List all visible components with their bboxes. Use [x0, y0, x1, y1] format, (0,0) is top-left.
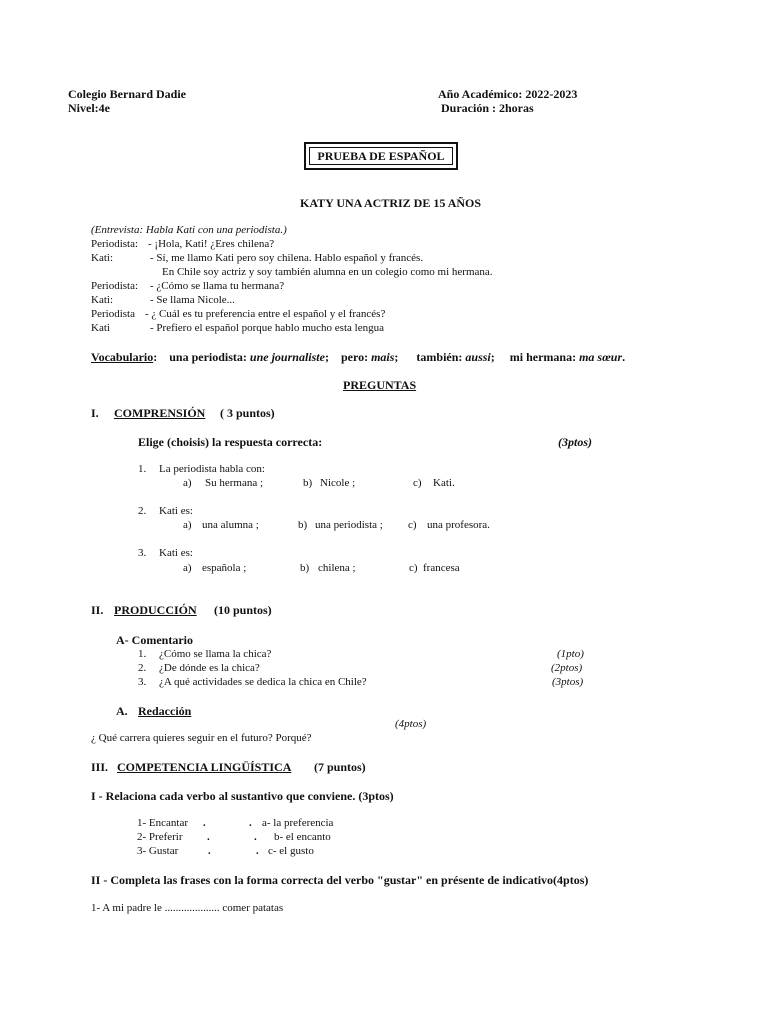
- dialogue-line: En Chile soy actriz y soy también alumna en un colegio como mi hermana.: [162, 266, 493, 278]
- option-letter: c): [409, 562, 418, 574]
- speaker: Periodista:: [91, 280, 139, 292]
- option-letter: b): [300, 562, 310, 574]
- interview-intro: (Entrevista: Habla Kati con una periodista.): [91, 224, 287, 236]
- exam-title: PRUEBA DE ESPAÑOL: [309, 147, 453, 165]
- section-title: PRODUCCIÓN: [114, 603, 197, 617]
- option-text: Su hermana ;: [205, 477, 264, 489]
- vocabulary-label: Vocabulario: [91, 350, 154, 364]
- match-right: c- el gusto: [268, 845, 314, 857]
- match-dot: .: [208, 845, 211, 857]
- academic-year: Año Académico: 2022-2023: [438, 87, 578, 101]
- speaker: Kati:: [91, 294, 113, 306]
- part-title: I - Relaciona cada verbo al sustantivo que conviene. (3ptos): [91, 789, 394, 803]
- dialogue-line: - ¿Cómo se llama tu hermana?: [150, 280, 285, 292]
- vocab-es: mi hermana:: [509, 350, 577, 364]
- dialogue-line: - Sí, me llamo Kati pero soy chilena. Hablo español y francés.: [150, 252, 424, 264]
- dialogue-line: - ¡Hola, Kati! ¿Eres chilena?: [148, 238, 275, 250]
- redaccion-question: ¿ Qué carrera quieres seguir en el futuro? Porqué?: [91, 732, 312, 744]
- question-text: Kati es:: [159, 547, 193, 559]
- vocab-es: también:: [416, 350, 463, 364]
- option-letter: a): [183, 519, 192, 531]
- option-letter: b): [303, 477, 313, 489]
- question-points: (1pto): [557, 648, 584, 660]
- section-points: (7 puntos): [314, 760, 366, 774]
- subsection-title: A- Comentario: [116, 633, 193, 647]
- option-letter: c): [408, 519, 417, 531]
- match-right: b- el encanto: [274, 831, 331, 843]
- duration: Duración : 2horas: [441, 101, 534, 115]
- vocab-fr: aussi: [465, 350, 491, 364]
- question-text: Kati es:: [159, 505, 193, 517]
- option-text: una alumna ;: [202, 519, 259, 531]
- vocab-es: pero:: [340, 350, 369, 364]
- question-text: ¿A qué actividades se dedica la chica en Chile?: [159, 676, 367, 688]
- match-dot: .: [256, 845, 259, 857]
- reading-title: KATY UNA ACTRIZ DE 15 AÑOS: [300, 196, 482, 210]
- option-text: francesa: [423, 562, 460, 574]
- instruction: Elige (choisis) la respuesta correcta:: [138, 435, 323, 449]
- question-number: 3.: [138, 676, 147, 688]
- match-dot: .: [207, 831, 210, 843]
- match-dot: .: [203, 817, 206, 829]
- option-text: Nicole ;: [320, 477, 356, 489]
- section-points: (10 puntos): [214, 603, 272, 617]
- question-points: (2ptos): [551, 662, 583, 674]
- section-number: I.: [91, 406, 99, 420]
- vocab-sep: ;: [394, 350, 399, 364]
- option-letter: a): [183, 477, 192, 489]
- speaker: Kati:: [91, 252, 113, 264]
- question-number: 2.: [138, 505, 147, 517]
- question-points: (3ptos): [552, 676, 584, 688]
- question-number: 2.: [138, 662, 147, 674]
- questions-heading: PREGUNTAS: [343, 378, 417, 392]
- option-letter: a): [183, 562, 192, 574]
- section-number: II.: [91, 603, 104, 617]
- option-text: Kati.: [433, 477, 455, 489]
- section-title: COMPRENSIÓN: [114, 406, 206, 420]
- vocab-sep: ;: [490, 350, 495, 364]
- question-number: 1.: [138, 648, 147, 660]
- option-text: una profesora.: [427, 519, 490, 531]
- option-text: una periodista ;: [315, 519, 383, 531]
- subsection-number: A.: [116, 704, 128, 718]
- subsection-title: Redacción: [138, 704, 192, 718]
- instruction-points: (3ptos): [558, 435, 592, 449]
- match-left: 3- Gustar: [137, 845, 179, 857]
- vocab-fr: ma sœur: [579, 350, 623, 364]
- question-number: 3.: [138, 547, 147, 559]
- section-number: III.: [91, 760, 109, 774]
- school-name: Colegio Bernard Dadie: [68, 87, 186, 101]
- match-dot: .: [249, 817, 252, 829]
- level: Nivel:4e: [68, 101, 110, 115]
- vocab-sep: .: [622, 350, 626, 364]
- vocab-es: una periodista:: [169, 350, 247, 364]
- redaccion-points: (4ptos): [395, 718, 427, 730]
- match-dot: .: [254, 831, 257, 843]
- part-title: II - Completa las frases con la forma correcta del verbo "gustar" en présente de indicativo(4ptos): [91, 873, 589, 887]
- vocab-fr: une journaliste: [249, 350, 325, 364]
- vocabulary-line: Vocabulario: una periodista: une journaliste; pero: mais; también: aussi; mi hermana: ma sœur.: [91, 350, 626, 364]
- match-left: 1- Encantar: [137, 817, 188, 829]
- question-text: ¿Cómo se llama la chica?: [159, 648, 272, 660]
- speaker: Kati: [91, 322, 110, 334]
- dialogue-line: - Se llama Nicole...: [150, 294, 235, 306]
- question-text: ¿De dónde es la chica?: [159, 662, 260, 674]
- section-points: ( 3 puntos): [220, 406, 275, 420]
- speaker: Periodista:: [91, 238, 139, 250]
- speaker: Periodista: [91, 308, 135, 320]
- option-letter: b): [298, 519, 308, 531]
- option-text: chilena ;: [318, 562, 356, 574]
- vocab-sep: ;: [324, 350, 329, 364]
- vocab-fr: mais: [371, 350, 395, 364]
- question-number: 1.: [138, 463, 147, 475]
- dialogue-line: - Prefiero el español porque hablo mucho esta lengua: [150, 322, 384, 334]
- dialogue-line: - ¿ Cuál es tu preferencia entre el español y el francés?: [145, 308, 386, 320]
- option-text: española ;: [202, 562, 247, 574]
- fill-sentence: 1- A mi padre le .................... comer patatas: [91, 902, 284, 914]
- match-right: a- la preferencia: [262, 817, 334, 829]
- section-title: COMPETENCIA LINGÜÍSTICA: [117, 760, 292, 774]
- exam-title-box: [304, 142, 458, 170]
- question-text: La periodista habla con:: [159, 463, 265, 475]
- option-letter: c): [413, 477, 422, 489]
- match-left: 2- Preferir: [137, 831, 183, 843]
